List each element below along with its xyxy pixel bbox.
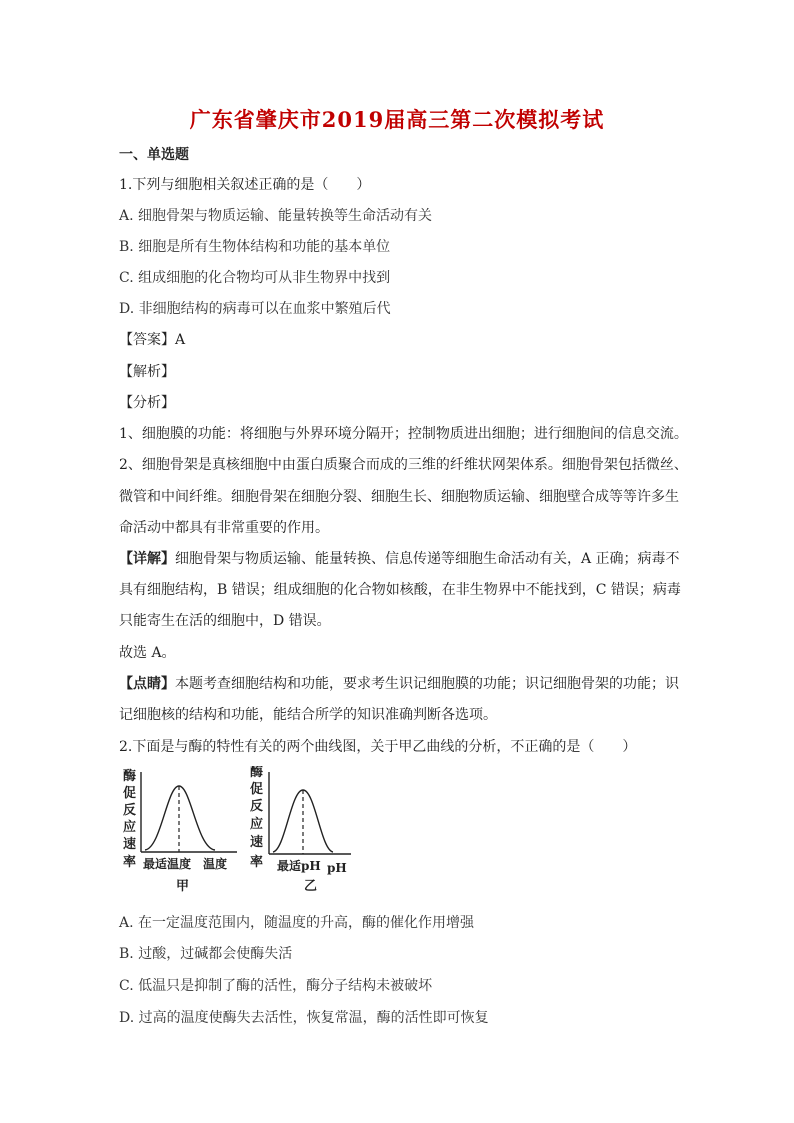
ylabel-char: 应 (123, 820, 137, 835)
q1-option-d: D. 非细胞结构的病毒可以在血浆中繁殖后代 (119, 301, 391, 317)
q1-detail-line: 只能寄生在活的细胞中，D 错误。 (119, 613, 331, 629)
q1-jiexi-tag: 【解析】 (119, 364, 175, 380)
q2-option-a: A. 在一定温度范围内，随温度的升高，酶的催化作用增强 (119, 915, 475, 931)
ylabel-char: 速 (250, 835, 264, 850)
left-caption: 甲 (176, 879, 190, 894)
q2-option-d: D. 过高的温度使酶失去活性，恢复常温，酶的活性即可恢复 (119, 1010, 489, 1026)
q1-option-b: B. 细胞是所有生物体结构和功能的基本单位 (119, 239, 391, 255)
q1-stem: 1.下列与细胞相关叙述正确的是（ ） (119, 177, 371, 193)
q1-tip-tag: 【点睛】 (119, 676, 175, 692)
temperature-curve (145, 786, 215, 850)
q1-detail-text: 细胞骨架与物质运输、能量转换、信息传递等细胞生命活动有关，A 正确；病毒不 (175, 551, 680, 567)
q1-detail-line (119, 549, 680, 569)
right-xlabel-axis: pH (327, 861, 347, 875)
ylabel-char: 应 (250, 817, 264, 832)
left-ylabel (123, 768, 136, 870)
q1-option-c: C. 组成细胞的化合物均可从非生物界中找到 (119, 270, 391, 286)
q1-analysis-line: 微管和中间纤维。细胞骨架在细胞分裂、细胞生长、细胞物质运输、细胞壁合成等等许多生 (119, 489, 679, 505)
q1-tip-text: 本题考查细胞结构和功能，要求考生识记细胞膜的功能；识记细胞骨架的功能；识 (175, 676, 679, 692)
ylabel-char: 酶 (250, 766, 264, 780)
q1-option-a: A. 细胞骨架与物质运输、能量转换等生命活动有关 (119, 208, 433, 224)
q2-option-c: C. 低温只是抑制了酶的活性，酶分子结构未被破坏 (119, 978, 433, 994)
right-caption: 乙 (304, 879, 318, 894)
q2-stem: 2.下面是与酶的特性有关的两个曲线图，关于甲乙曲线的分析，不正确的是（ ） (119, 739, 637, 755)
ylabel-char: 率 (123, 855, 137, 870)
enzyme-curves-figure (119, 766, 359, 896)
q1-detail-tag: 【详解】 (119, 551, 175, 567)
page-title: 广东省肇庆市2019届高三第二次模拟考试 (189, 107, 605, 132)
ylabel-char: 酶 (123, 769, 137, 784)
q1-fenxi-tag: 【分析】 (119, 395, 175, 411)
ylabel-char: 反 (123, 803, 137, 818)
right-xlabel-mark: 最适pH (277, 859, 321, 873)
ylabel-char: 速 (123, 837, 137, 852)
q1-detail-line: 具有细胞结构，B 错误；组成细胞的化合物如核酸，在非生物界中不能找到，C 错误；病毒 (119, 582, 681, 598)
section-heading: 一、单选题 (119, 147, 189, 163)
left-xlabel-mark: 最适温度 (143, 857, 192, 871)
ylabel-char: 促 (250, 782, 264, 797)
q1-conclusion: 故选 A。 (119, 645, 176, 661)
q1-tip-line: 记细胞核的结构和功能，能结合所学的知识准确判断各选项。 (119, 707, 497, 723)
ylabel-char: 反 (250, 799, 264, 814)
q1-analysis-line: 1、细胞膜的功能：将细胞与外界环境分隔开；控制物质进出细胞；进行细胞间的信息交流。 (119, 426, 688, 442)
q1-answer: 【答案】A (119, 332, 186, 348)
ylabel-char: 促 (123, 786, 137, 801)
q1-analysis-line: 2、细胞骨架是真核细胞中由蛋白质聚合而成的三维的纤维状网架体系。细胞骨架包括微丝、 (119, 457, 688, 473)
right-ylabel (250, 766, 263, 870)
ylabel-char: 率 (250, 855, 264, 870)
left-xlabel-axis: 温度 (203, 857, 228, 871)
q1-tip-line (119, 674, 679, 694)
q1-analysis-line: 命活动中都具有非常重要的作用。 (119, 520, 329, 536)
q2-option-b: B. 过酸，过碱都会使酶失活 (119, 946, 293, 962)
